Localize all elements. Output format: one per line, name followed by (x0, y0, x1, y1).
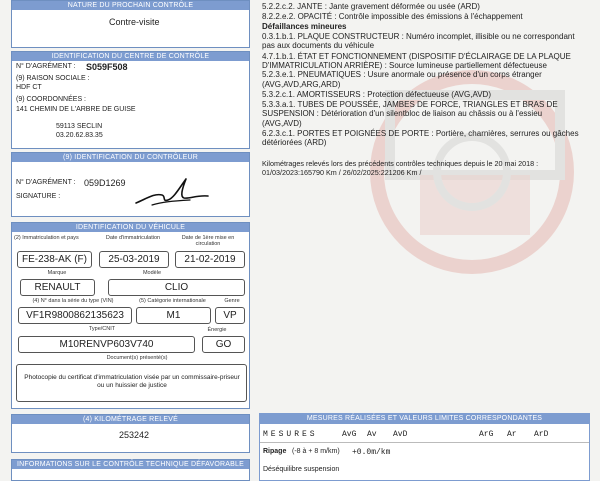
type-label: Type/CNIT (88, 326, 116, 332)
category-label: (5) Catégorie internationale (139, 298, 206, 304)
col-avg: AvG (342, 430, 357, 439)
docs-text: Photocopie du certificat d'immatriculation visée par un commissaire-priseur ou un huissier de justice (24, 374, 240, 389)
plate-label: (2) Immatriculation et pays (14, 235, 79, 241)
date-immat-field: 25-03-2019 (99, 251, 169, 268)
defect-opacity: 8.2.2.e.2. OPACITÉ : Contrôle impossible des émissions à l'échappement (262, 12, 523, 21)
first-circ-field: 21-02-2019 (175, 251, 245, 268)
defect-line: SUSPENSION : Détérioration d'un silentbloc de liaison au châssis ou à l'essieu (262, 109, 543, 118)
vehicle-header: IDENTIFICATION DU VÉHICULE (12, 223, 249, 232)
genre-field: VP (215, 307, 245, 324)
col-arg: ArG (479, 430, 494, 439)
defect-line: 5.3.3.a.1. TUBES DE POUSSÉE, JAMBES DE FORCE, TRIANGLES ET BRAS DE (262, 100, 558, 109)
bottom-info-box (11, 459, 250, 481)
model-label: Modèle (142, 270, 162, 276)
defect-line: 6.2.3.c.1. PORTES ET POIGNÉES DE PORTE : Portière, charnières, serrures ou gâches (262, 129, 579, 138)
centre-company-label: (9) RAISON SOCIALE : (16, 75, 90, 82)
type-field: M10RENVP603V740 (18, 336, 195, 353)
defect-line: pas aux documents du véhicule (262, 41, 375, 50)
genre-label: Genre (224, 298, 240, 304)
centre-contact-label: (9) COORDONNÉES : (16, 96, 87, 103)
mileage-header: (4) KILOMÉTRAGE RELEVÉ (12, 415, 249, 424)
brand-field: RENAULT (20, 279, 95, 296)
defect-line: 5.2.3.e.1. PNEUMATIQUES : Usure anormale ou présence d'un corps étranger (262, 70, 542, 79)
defect-line: (AVG,AVD,ARG,ARD) (262, 80, 341, 89)
defect-line: D'IMMATRICULATION ARRIÈRE) : Source lumineuse partiellement défectueuse (262, 61, 547, 70)
measures-divider (260, 442, 589, 443)
energy-label: Énergie (207, 327, 227, 333)
ripage-label: Ripage (263, 448, 287, 455)
controller-agreement-value: 059D1269 (84, 178, 126, 188)
next-visit-value: Contre-visite (109, 17, 160, 27)
ripage-limit: (-8 à + 8 m/km) (292, 448, 340, 455)
col-ard: ArD (534, 430, 549, 439)
centre-agreement-label: N° D'AGRÉMENT : (16, 63, 76, 70)
centre-header: IDENTIFICATION DU CENTRE DE CONTRÔLE (12, 52, 249, 61)
mileage-value: 253242 (119, 430, 150, 440)
mileage-box (11, 414, 250, 453)
km-history-line-2: 01/03/2023:165790 Km / 26/02/2025:221206 Km / (262, 168, 422, 177)
centre-box (11, 51, 250, 149)
first-circ-label: Date de 1ère mise en circulation (181, 235, 235, 247)
date-immat-label: Date d'immatriculation (105, 235, 161, 241)
bottom-info-header: INFORMATIONS SUR LE CONTRÔLE TECHNIQUE DÉFAVORABLE (12, 460, 249, 469)
centre-company-value: HDF CT (16, 84, 42, 91)
suspension-cut-label: Déséquilibre suspension (263, 466, 340, 473)
next-visit-box (11, 0, 250, 48)
col-av: Av (367, 430, 377, 439)
defect-line: 5.3.2.c.1. AMORTISSEURS : Protection défectueuse (AVG,AVD) (262, 90, 491, 99)
controller-header: (9) IDENTIFICATION DU CONTRÔLEUR (12, 153, 249, 162)
model-field: CLIO (108, 279, 245, 296)
category-field: M1 (136, 307, 211, 324)
controller-signature-label: SIGNATURE : (16, 193, 61, 200)
defect-line: 4.7.1.b.1. ÉTAT ET FONCTIONNEMENT (DISPOSITIF D'ÉCLAIRAGE DE LA PLAQUE (262, 52, 571, 61)
energy-field: GO (202, 336, 245, 353)
defect-line: (AVG,AVD) (262, 119, 302, 128)
centre-city: 59113 SECLIN (56, 123, 103, 130)
defect-line: détériorées (ARD) (262, 138, 327, 147)
vin-field: VF1R9800862135623 (18, 307, 132, 324)
defect-top-cut: 5.2.2.c.2. JANTE : Jante gravement déformée ou usée (ARD) (262, 2, 480, 11)
next-visit-header: NATURE DU PROCHAIN CONTRÔLE (12, 1, 249, 10)
defect-line: 0.3.1.b.1. PLAQUE CONSTRUCTEUR : Numéro incomplet, illisible ou ne correspondant (262, 32, 575, 41)
controller-box (11, 152, 250, 217)
minor-defects-header: Défaillances mineures (262, 22, 347, 31)
measures-title: MESURES (263, 430, 318, 439)
controller-agreement-label: N° D'AGRÉMENT : (16, 179, 76, 186)
measures-box (259, 413, 590, 481)
col-avd: AvD (393, 430, 408, 439)
docs-label: Document(s) présenté(s) (106, 355, 168, 361)
centre-address: 141 CHEMIN DE L'ARBRE DE GUISE (16, 106, 136, 113)
centre-agreement-value: S059F508 (86, 62, 128, 72)
km-history-line-1: Kilométrages relevés lors des précédents contrôles techniques depuis le 20 mai 2018 : (262, 159, 539, 168)
ripage-value: +0.0m/km (352, 448, 391, 457)
plate-field: FE-238-AK (F) (17, 251, 92, 268)
signature-image (132, 169, 212, 211)
vehicle-box (11, 222, 250, 409)
centre-phone: 03.20.62.83.35 (56, 132, 103, 139)
docs-field (16, 364, 247, 402)
measures-header: MESURES RÉALISÉES ET VALEURS LIMITES CORRESPONDANTES (260, 414, 589, 424)
col-ar: Ar (507, 430, 517, 439)
vin-label: (4) N° dans la série du type (VIN) (32, 298, 114, 304)
brand-label: Marque (47, 270, 67, 276)
